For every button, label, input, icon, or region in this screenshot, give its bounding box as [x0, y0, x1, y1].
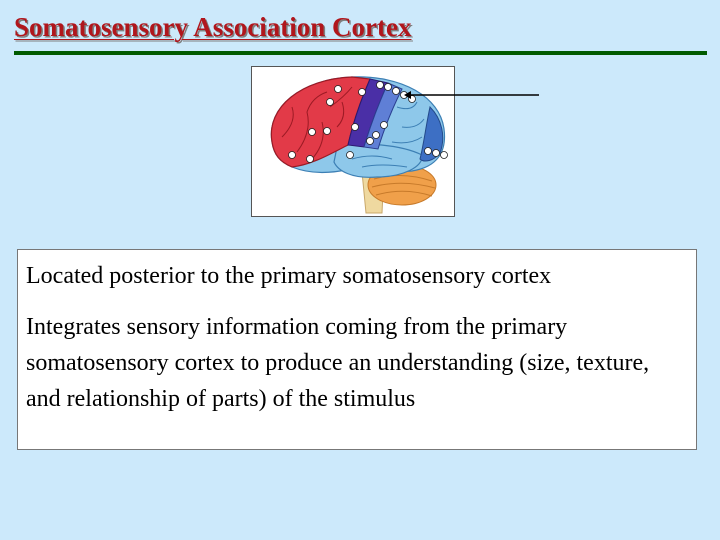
content-point: Located posterior to the primary somatosensory cortex — [26, 263, 552, 289]
content-box — [17, 249, 697, 450]
brain-image — [251, 66, 455, 217]
content-point: Integrates sensory information coming from the primary somatosensory cortex to produce an understanding (size, texture, and relationship of parts) of the stimulus — [26, 314, 650, 412]
slide-title: Somatosensory Association Cortex — [14, 12, 412, 42]
title-rule — [14, 51, 707, 55]
brain-illustration — [252, 67, 454, 216]
